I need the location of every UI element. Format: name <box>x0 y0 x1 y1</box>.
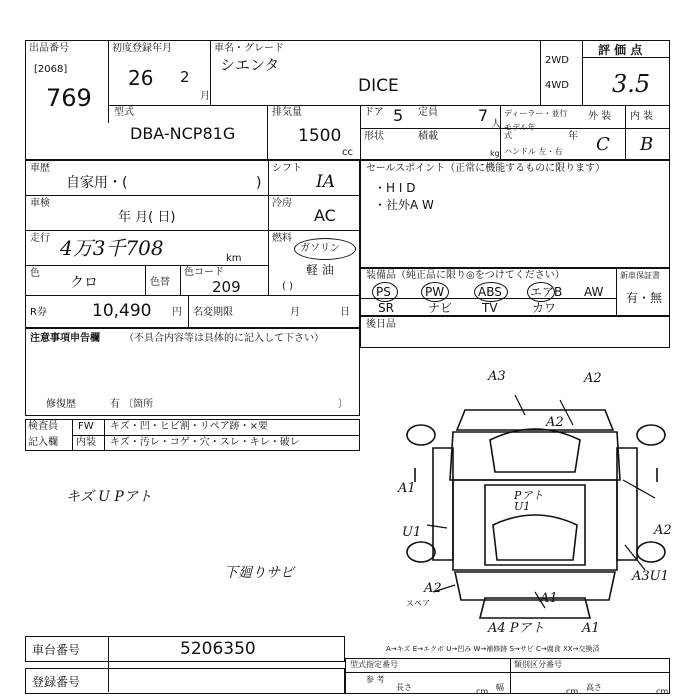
mark-7: A2 <box>654 523 672 538</box>
car-name: シエンタ <box>220 56 280 74</box>
recycle-value: 10,490 <box>92 301 152 321</box>
lot-code: [2068] <box>34 64 68 75</box>
mark-4: A1 <box>398 481 416 496</box>
aircon-value: AC <box>314 206 336 225</box>
type-designation-label: 型式指定番号 <box>350 660 398 669</box>
mark-1: A3 <box>488 369 506 384</box>
color-code-value: 209 <box>212 278 241 296</box>
mark-12: A1 <box>582 621 600 636</box>
exterior-label: 外 装 <box>588 111 612 122</box>
mileage-label: 走行 <box>30 233 50 244</box>
handwritten-note-1: キズ U Pアト <box>66 489 152 505</box>
shift-value: IA <box>316 172 335 192</box>
mark-9: A2 <box>424 581 442 596</box>
recycle-label: R券 <box>30 307 47 318</box>
equip-abs: ABS <box>478 285 502 299</box>
dealer-label: ディーラー・並行 <box>504 109 568 118</box>
lot-label: 出品番号 <box>29 43 69 54</box>
equip-navi: ナビ <box>428 301 453 315</box>
history-label: 車歴 <box>30 163 50 174</box>
category-label: 類別区分番号 <box>514 660 562 669</box>
mark-6: PアトU1 <box>514 489 544 513</box>
record-label: 記入欄 <box>28 437 58 448</box>
grade: DICE <box>358 76 399 96</box>
equip-circle-pw <box>421 282 449 302</box>
rear-frame <box>360 316 670 348</box>
color-value: クロ <box>70 275 98 291</box>
handwritten-note-2: 下廻りサビ <box>224 565 294 581</box>
color-code-label: 色コード <box>184 267 224 278</box>
equip-tv: TV <box>482 301 498 315</box>
shift-label: シフト <box>272 163 302 174</box>
height-label: 高さ <box>586 683 602 692</box>
equip-aw: AW <box>584 285 604 299</box>
first-reg-label: 初度登録年月 <box>112 43 172 54</box>
fuel-label: 燃料 <box>272 233 292 244</box>
capacity-value: 7 <box>478 106 489 125</box>
wheel-rl <box>407 542 435 562</box>
repair-value: 有 〔箇所 <box>110 399 154 410</box>
type-label: 型式 <box>114 107 134 118</box>
score-value: 3.5 <box>612 70 651 98</box>
car-front-bumper <box>457 410 613 430</box>
caution-label: 注意事項申告欄 <box>30 333 100 344</box>
caution-note: （不具合内容等は具体的に記入して下さい） <box>124 333 324 344</box>
chassis-label: 車台番号 <box>32 643 81 657</box>
sales-label: セールスポイント（正常に機能するものに限ります） <box>366 163 606 174</box>
interior-label: 内 装 <box>630 111 654 122</box>
rear-label: 後日品 <box>366 319 396 330</box>
sales-item-2: ・社外A W <box>374 198 434 212</box>
equip-circle-airbag <box>527 282 555 302</box>
capacity-label: 定員 <box>418 107 438 118</box>
equip-circle-abs <box>474 282 508 302</box>
mark-8: A3U1 <box>632 569 669 584</box>
car-trunk <box>455 572 615 600</box>
interior-value: B <box>640 134 654 155</box>
warranty-label: 新車保証書 <box>620 271 660 280</box>
handle-label: ハンドル 左・右 <box>504 147 563 156</box>
mark-2: A2 <box>584 371 602 386</box>
chassis-value: 5206350 <box>180 639 256 659</box>
type-value: DBA-NCP81G <box>130 124 236 143</box>
interior-label-row: 内装 <box>76 437 96 448</box>
displacement-value: 1500 <box>298 126 342 146</box>
first-reg-year: 26 <box>128 66 154 90</box>
name-change-label: 名変期限 <box>193 307 233 318</box>
fw-items: キズ・凹・ヒビ割・リペア跡・×要 <box>110 421 268 432</box>
history-value: 自家用・( <box>66 175 128 191</box>
interior-items: キズ・汚レ・コゲ・穴・スレ・キレ・破レ <box>110 437 300 448</box>
color-label: 色 <box>30 268 40 279</box>
car-windshield <box>490 429 580 472</box>
door-label: ドア <box>364 107 384 118</box>
mark-11: A4 Pアト <box>488 621 545 636</box>
inspector-label: 検査員 <box>28 421 58 432</box>
equip-circle-ps <box>372 282 398 302</box>
repair-label: 修復歴 <box>46 399 76 410</box>
registration-label: 登録番号 <box>32 675 81 689</box>
fuel-gasoline-circle <box>294 238 356 260</box>
auction-sheet-frame <box>25 40 670 160</box>
equip-airbag: エアB <box>530 285 563 299</box>
score-label: 評 価 点 <box>598 43 643 57</box>
wd-4: 4WD <box>545 80 569 91</box>
wheel-fl <box>407 425 435 445</box>
aircon-label: 冷房 <box>272 198 292 209</box>
equip-sr: SR <box>378 301 394 315</box>
fuel-diesel: 軽 油 <box>306 263 334 277</box>
mark-5: U1 <box>402 525 422 540</box>
exterior-value: C <box>596 134 610 155</box>
first-reg-month: 2 <box>180 68 190 86</box>
displacement-label: 排気量 <box>272 107 302 118</box>
mark-10: A1 <box>540 591 558 606</box>
car-rear-window <box>493 515 577 560</box>
wheel-fr <box>637 425 665 445</box>
wheel-rr <box>637 542 665 562</box>
fuel-gasoline: ガソリン <box>300 243 340 254</box>
equip-ps: PS <box>376 285 391 299</box>
equip-leather: カワ <box>532 301 557 315</box>
spare-label: スペア <box>406 599 430 608</box>
sales-item-1: ・H I D <box>374 181 416 195</box>
load-label: 積載 <box>418 131 438 142</box>
car-right-side <box>617 448 637 560</box>
equip-pw: PW <box>425 285 445 299</box>
sales-frame <box>360 160 670 268</box>
length-label: 長さ <box>396 683 412 692</box>
shape-label: 形状 <box>364 131 384 142</box>
reference-label: 参 考 <box>366 675 385 684</box>
warranty-value: 有・無 <box>626 291 663 305</box>
damage-legend: A→キズ E→エクボ U→凹み W→補修跡 S→サビ C→腐食 XX→交換済 <box>386 645 600 653</box>
door-value: 5 <box>393 106 404 125</box>
inspection-label: 車検 <box>30 198 50 209</box>
width-label: 幅 <box>496 683 504 692</box>
lot-number: 769 <box>46 84 92 112</box>
wd-2: 2WD <box>545 55 569 66</box>
inspection-value: 年 月( 日) <box>118 210 176 225</box>
car-left-side <box>433 448 453 560</box>
car-rear-bumper <box>480 598 590 618</box>
equipment-label: 装備品（純正品に限り◎をつけてください） <box>366 270 565 281</box>
model-year-label: モデル年式 <box>504 123 536 140</box>
model-label: 車名・グレード <box>214 43 284 54</box>
mark-3: A2 <box>546 415 564 430</box>
color-change-label: 色替 <box>150 277 170 288</box>
mileage-value: 4万3千708 <box>60 236 164 260</box>
fw-label: FW <box>78 421 94 432</box>
